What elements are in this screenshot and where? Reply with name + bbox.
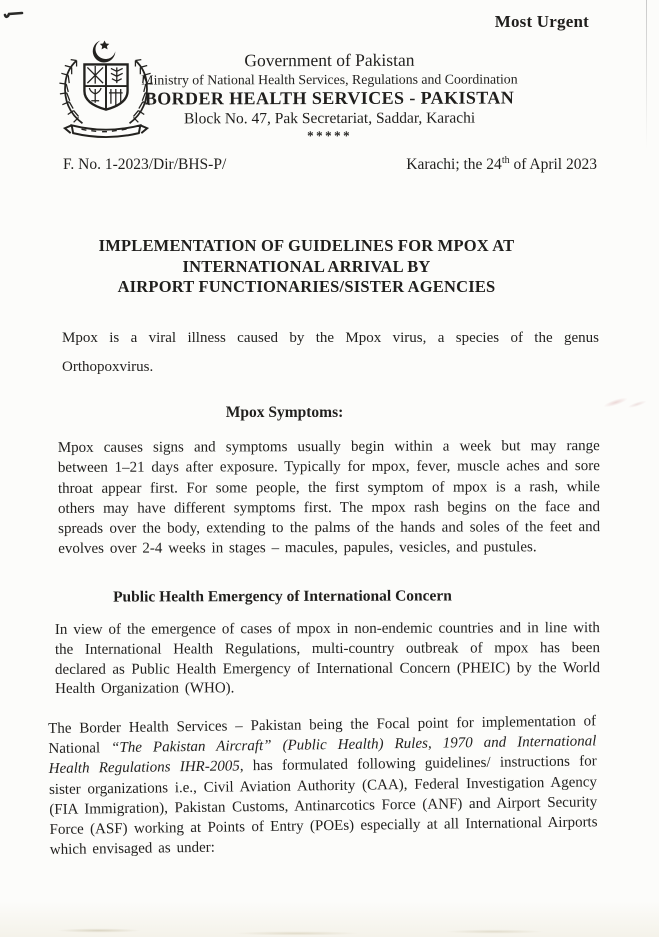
date-suffix: of April 2023: [509, 156, 597, 173]
paragraph-pheic: In view of the emergence of cases of mpox in non-endemic countries and in line with the International Health Regulations, multi-country outbreak of mpox has been declared as Public Health Emergency of International Concern (PHEIC) by the World Health Organization (WHO).: [54, 620, 601, 698]
paragraph-symptoms: Mpox causes signs and symptoms usually begin within a week but may range between 1–21 days after exposure. Typically for mpox, fever, muscle aches and sore throat appear first. For some people, the first symptom of mpox is a rash, while others may have different symptoms first. The mpox rash begins on the face and spreads over the body, extending to the palms of the hands and soles of the feet and evolves over 2-4 weeks in stages – macules, papules, vesicles, and pustules.: [57, 438, 601, 558]
document-title: [63, 236, 550, 298]
date-ordinal: th: [501, 154, 510, 166]
title-line-1: IMPLEMENTATION OF GUIDELINES FOR MPOX AT: [98, 236, 515, 255]
reference-line: [63, 156, 597, 174]
scan-bottom-noise: [0, 901, 659, 937]
title-line-3: AIRPORT FUNCTIONARIES/SISTER AGENCIES: [117, 277, 496, 296]
letterhead-government: Government of Pakistan: [244, 49, 415, 71]
letterhead-separator: *****: [307, 127, 353, 144]
heading-pheic: Public Health Emergency of International Concern: [113, 587, 452, 606]
letterhead-address: Block No. 47, Pak Secretariat, Saddar, Karachi: [183, 109, 476, 128]
bhs-italic-citation: “The Pakistan Aircraft” (Public Health) Rules, 1970 and International Health Regulations IHR-2005: [48, 733, 597, 778]
pen-mark-icon: [3, 6, 25, 25]
paragraph-intro: Mpox is a viral illness caused by the Mpox virus, a species of the genus Orthopoxvirus.: [62, 330, 599, 375]
letterhead-ministry: Ministry of National Health Services, Regulations and Coordination: [141, 71, 518, 88]
letterhead-department: BORDER HEALTH SERVICES - PAKISTAN: [144, 87, 515, 109]
title-line-2: INTERNATIONAL ARRIVAL BY: [182, 256, 431, 276]
date-prefix: Karachi; the 24: [406, 156, 502, 173]
urgency-label: Most Urgent: [494, 12, 589, 31]
place-and-date: [406, 156, 597, 174]
letterhead: [0, 49, 659, 144]
heading-mpox-symptoms: Mpox Symptoms:: [225, 404, 344, 421]
bhs-lead-text: The Border Health Services – Pakistan being the Focal point for implementation of National: [48, 713, 597, 758]
file-number: F. No. 1-2023/Dir/BHS-P/: [63, 156, 227, 173]
bhs-rest-text: , has formulated following guidelines/ instructions for sister organizations i.e., Civil Aviation Authority (CAA), Federal Investigation Agency (FIA Immigration), Pakistan Customs, Antinarcotics Force (ANF) and Airport Security Force (ASF) working at Points of Entry (POEs) especially at all International Airports which envisaged as under:: [48, 753, 598, 859]
scan-smudge: [598, 381, 654, 423]
paragraph-bhs-guidelines: [48, 711, 598, 860]
